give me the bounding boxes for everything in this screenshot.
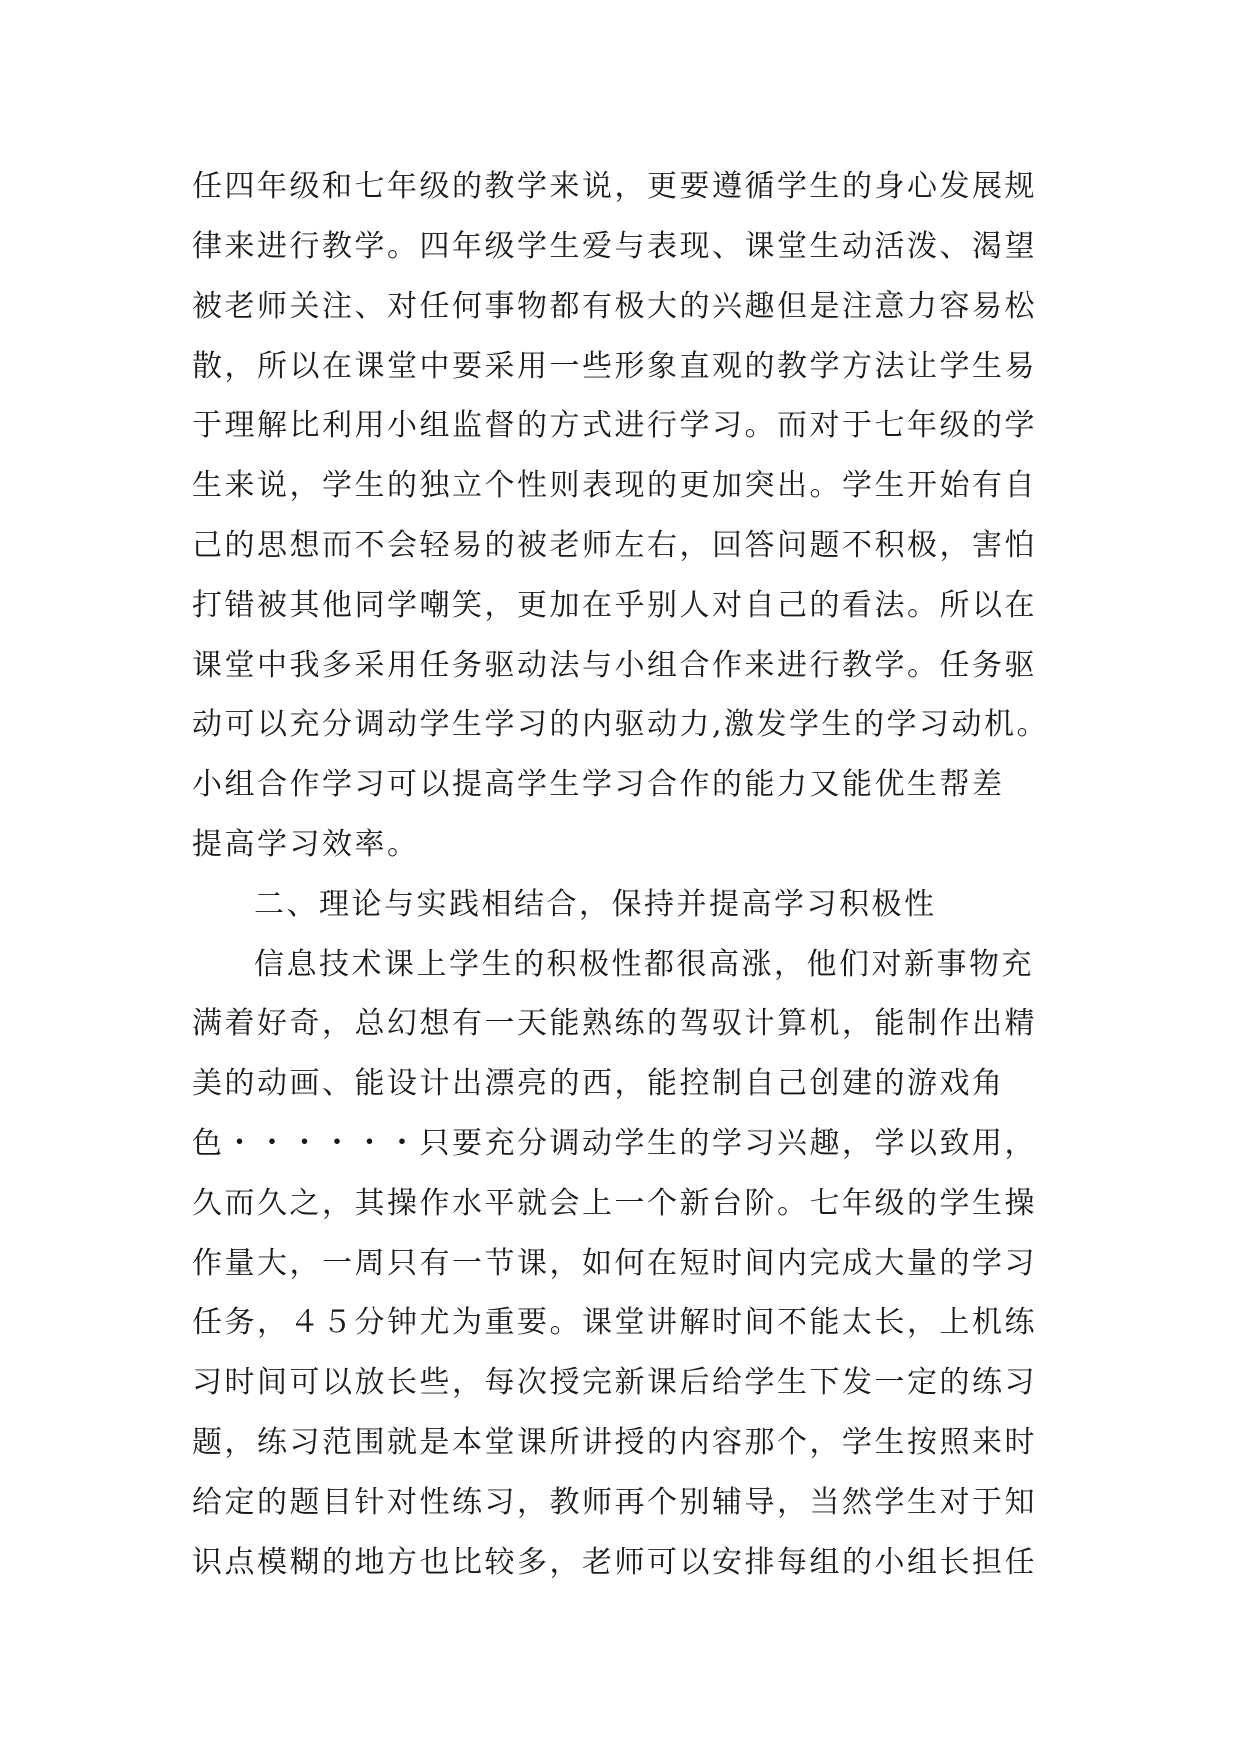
section-heading: 二、理论与实践相结合，保持并提高学习积极性	[254, 887, 937, 922]
text-line: 课堂中我多采用任务驱动法与小组合作来进行教学。任务驱	[192, 648, 1037, 683]
text-line: 题，练习范围就是本堂课所讲授的内容那个，学生按照来时	[192, 1425, 1037, 1460]
text-line: 打错被其他同学嘲笑，更加在乎别人对自己的看法。所以在	[192, 588, 1037, 623]
text-line: 给定的题目针对性练习，教师再个别辅导，当然学生对于知	[192, 1485, 1037, 1520]
text-line: 习时间可以放长些，每次授完新课后给学生下发一定的练习	[192, 1365, 1037, 1400]
text-line: 于理解比利用小组监督的方式进行学习。而对于七年级的学	[192, 408, 1037, 443]
text-line: 提高学习效率。	[192, 827, 420, 862]
text-line: 被老师关注、对任何事物都有极大的兴趣但是注意力容易松	[192, 289, 1037, 324]
text-line: 色・・・・・・只要充分调动学生的学习兴趣，学以致用，	[192, 1126, 1037, 1161]
text-line: 小组合作学习可以提高学生学习合作的能力又能优生帮差	[192, 767, 1005, 802]
text-line: 散，所以在课堂中要采用一些形象直观的教学方法让学生易	[192, 349, 1037, 384]
text-line: 作量大，一周只有一节课，如何在短时间内完成大量的学习	[192, 1246, 1037, 1281]
text-line: 识点模糊的地方也比较多，老师可以安排每组的小组长担任	[192, 1545, 1037, 1580]
text-line: 任四年级和七年级的教学来说，更要遵循学生的身心发展规	[192, 169, 1037, 204]
text-line: 满着好奇，总幻想有一天能熟练的驾驭计算机，能制作出精	[192, 1006, 1037, 1041]
text-line: 生来说，学生的独立个性则表现的更加突出。学生开始有自	[192, 468, 1037, 503]
text-line: 任务，４５分钟尤为重要。课堂讲解时间不能太长，上机练	[192, 1305, 1037, 1340]
text-line: 美的动画、能设计出漂亮的西，能控制自己创建的游戏角	[192, 1066, 1005, 1101]
text-line: 己的思想而不会轻易的被老师左右，回答问题不积极，害怕	[192, 528, 1037, 563]
text-line: 律来进行教学。四年级学生爱与表现、课堂生动活泼、渴望	[192, 229, 1037, 264]
paragraph-first-line: 信息技术课上学生的积极性都很高涨，他们对新事物充	[254, 947, 1034, 982]
text-line: 久而久之，其操作水平就会上一个新台阶。七年级的学生操	[192, 1186, 1037, 1221]
text-line: 动可以充分调动学生学习的内驱动力,激发学生的学习动机。	[192, 707, 1050, 742]
